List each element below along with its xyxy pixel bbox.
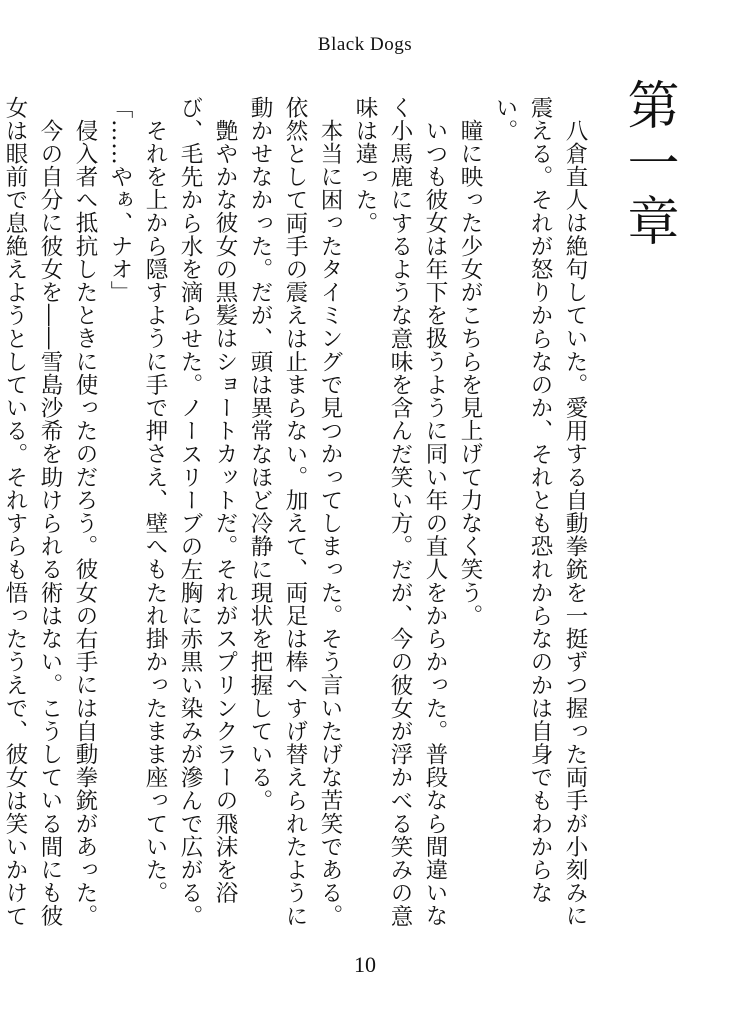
page-number: 10 (354, 952, 376, 977)
paragraph: 瞳に映った少女がこちらを見上げて力なく笑う。 (457, 118, 483, 627)
paragraph: 八倉直人は絶句していた。愛用する自動拳銃を一挺ずつ握った両手が小刻みに震える。それが怒りからなのか、それとも恐れからなのかは自身でもわからない。 (492, 96, 588, 927)
paragraph: 依然として両手の震えは止まらない。加えて、両足は棒へすげ替えられたように動かせなかった。だが、頭は異常なほど冷静に現状を把握している。 (247, 96, 308, 928)
paragraph: いつも彼女は年下を扱うように同い年の直人をからかった。普段なら間違いなく小馬鹿にするような意味を含んだ笑い方。だが、今の彼女が浮かべる笑みの意味は違った。 (352, 96, 448, 928)
paragraph: 本当に困ったタイミングで見つかってしまった。そう言いたげな苦笑である。 (317, 118, 343, 927)
paragraph: 侵入者へ抵抗したときに使ったのだろう。彼女の右手には自動拳銃があった。 (72, 118, 98, 927)
paragraph: 今の自分に彼女を――雪島沙希を助けられる術はない。こうしている間にも彼女は眼前で息絶えようとしている。それすらも悟ったうえで、彼女は笑いかけて (2, 96, 63, 928)
dialogue-line: 「……やぁ、ナオ」 (107, 96, 133, 304)
chapter-title: 第一章 (618, 78, 678, 252)
body-text (2, 96, 592, 946)
running-header: Black Dogs (317, 34, 413, 55)
paragraph: それを上から隠すように手で押さえ、壁へもたれ掛かったまま座っていた。 (142, 118, 168, 904)
paragraph: 艶やかな彼女の黒髪はショートカットだ。それがスプリンクラーの飛沫を浴び、毛先から水を滴らせた。ノースリーブの左胸に赤黒い染みが滲んで広がる。 (177, 96, 238, 928)
